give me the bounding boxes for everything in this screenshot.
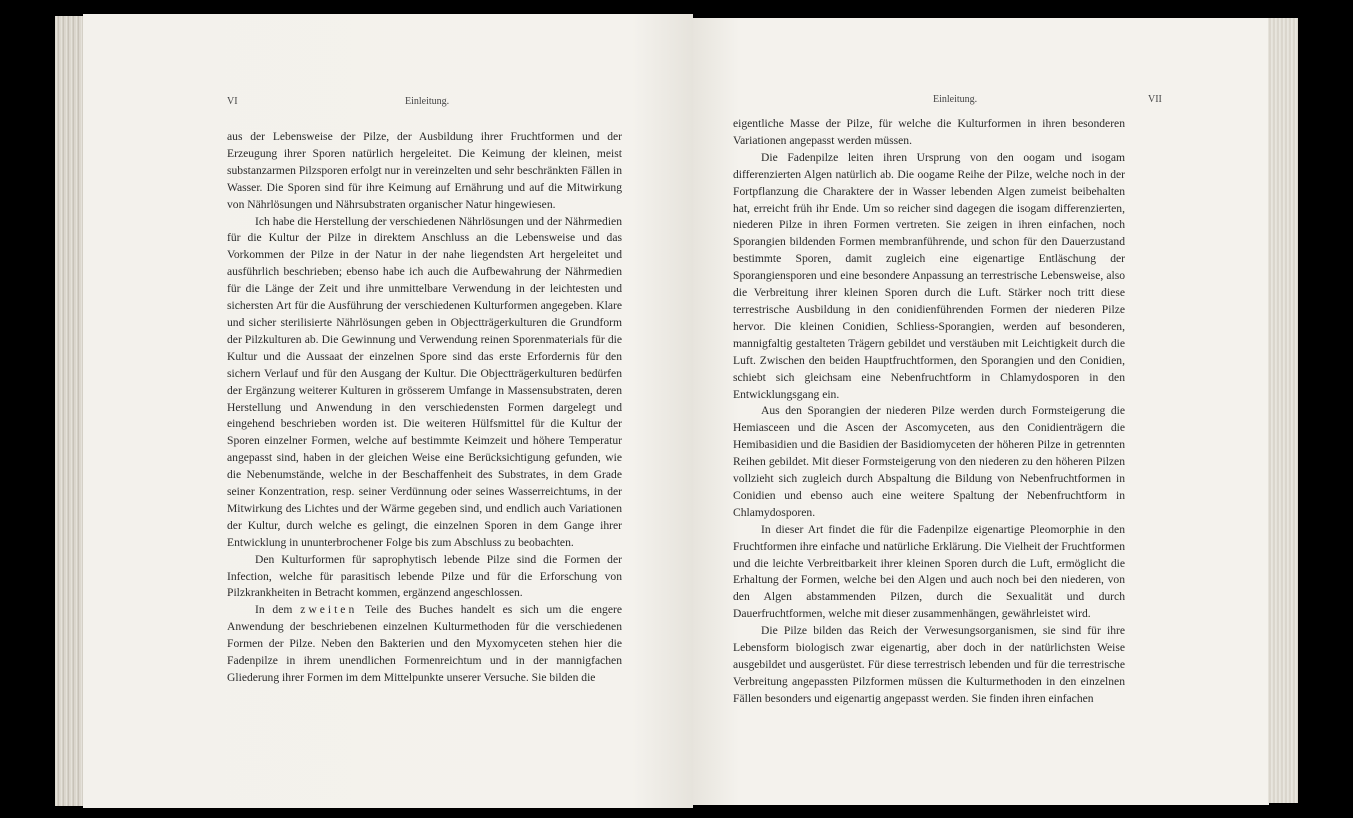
left-page-body xyxy=(227,129,622,687)
paragraph: aus der Lebensweise der Pilze, der Ausbildung ihrer Fruchtformen und der Erzeugung ihrer Sporen natürlich hergeleitet. Die Keimung der kleinen, meist substanzarmen Pilzsporen erfolgt nur in vereinzelten und sehr beschränkten Fällen in Wasser. Die Sporen sind für ihre Keimung auf Ernährung und auf die Mitwirkung von Nährlösungen und Nährsubstraten organischer Natur hingewiesen. xyxy=(227,130,622,211)
right-page-edges xyxy=(1268,18,1298,803)
paragraph: eigentliche Masse der Pilze, für welche die Kulturformen in ihren besonderen Variationen angepasst werden müssen. xyxy=(733,117,1125,147)
page-number: VII xyxy=(1148,94,1162,105)
left-page xyxy=(83,14,693,808)
right-page-body xyxy=(733,116,1125,708)
paragraph: Die Pilze bilden das Reich der Verwesungsorganismen, sie sind für ihre Lebensform biologisch zwar eigenartig, aber doch in der natürlichsten Weise ausgebildet und ausgerüstet. Für diese terrestrisch lebenden und für die terrestrische Verbreitung angepassten Pilzformen müssen die Kulturmethoden in den einzelnen Fällen besonders und eigenartig angepasst werden. Sie finden ihren einfachen xyxy=(733,624,1125,705)
page-number: VI xyxy=(227,96,238,107)
paragraph: In dieser Art findet die für die Fadenpilze eigenartige Pleomorphie in den Fruchtformen ihre einfache und natürliche Erklärung. Die Vielheit der Fruchtformen und die leichte Verbreitbarkeit ihrer kleinen Sporen durch die Luft, ermöglicht die Erhaltung der Formen, welche bei den Algen und auch noch bei den niederen, von den Algen abstammenden Pilzen, durch die Sexualität und durch Dauerfruchtformen, welche mit dieser zusammenhängen, gewährleistet wird. xyxy=(733,522,1125,621)
paragraph: In dem zweiten Teile des Buches handelt es sich um die engere Anwendung der beschriebenen einzelnen Kulturmethoden für die verschiedenen Formen der Pilze. Neben den Bakterien und den Myxomyceten stehen hier die Fadenpilze in ihrem unendlichen Formenreichtum und in der mannigfachen Gliederung ihrer Formen im dem Mittelpunkte unserer Versuche. Sie bilden die xyxy=(227,603,622,684)
paragraph: Die Fadenpilze leiten ihren Ursprung von den oogam und isogam differenzierten Algen natürlich ab. Die oogame Reihe der Pilze, welche noch in der Fortpflanzung die Charaktere der in Wasser lebenden Algen zumeist beibehalten hat, erreicht früh ihr Ende. Um so reicher sind dagegen die isogam differenzierten, niederen Pilze in ihren Formen vertreten. Sie zeigen in ihren einfachen, noch Sporangien bildenden Formen membranführende, und schon für den Dauerzustand bestimmte Sporen, damit zugleich eine eigenartige Entläschung der Sporangiensporen und eine besondere Anpassung an terrestrische Lebensweise, also die Verbreitung ihrer kleinen Sporen durch die Luft. Stärker noch tritt diese terrestrische Ausbildung in den conidienführenden Formen der niederen Pilze hervor. Die kleinen Conidien, Schliess-Sporangien, werden auf besonderen, mannigfaltig gestalteten Trägern gebildet und verstäuben mit Leichtigkeit durch die Luft. Zwischen den beiden Hauptfruchtformen, den Sporangien und den Conidien, schiebt sich gleichsam eine Nebenfruchtform in Chlamydosporen in den Entwicklungsgang ein. xyxy=(733,150,1125,401)
left-page-edges xyxy=(55,16,83,806)
paragraph: Ich habe die Herstellung der verschiedenen Nährlösungen und der Nährmedien für die Kultur der Pilze in direktem Anschluss an die Lebensweise und das Vorkommen der Pilze in der Natur in der nahe liegendsten Art hergeleitet und ausführlich beschrieben; ebenso habe ich auch die Aufbewahrung der Nährmedien für die Länge der Zeit und ihre unmittelbare Verwendung in der leichtesten und sichersten Art für die Ausführung der verschiedenen Kulturformen angegeben. Klare und sicher sterilisierte Nährlösungen geben in Objectträgerkulturen die Grundform der Pilzkulturen ab. Die Gewinnung und Verwendung reinen Sporenmaterials für die Kultur und die Aussaat der einzelnen Spore sind das erste Erfordernis für den sichern Verlauf und für den Ausgang der Kultur. Die Objectträgerkulturen bedürfen der Ergänzung weiterer Kulturen in grösserem Umfange in Massensubstraten, deren Herstellung und Anwendung in den verschiedensten Formen dargelegt und eingehend beschrieben worden ist. Die weiteren Hülfsmittel für die Kultur der Sporen einzelner Formen, welche auf bestimmte Keimzeit und höhere Temperatur angepasst sind, haben in der gleichen Weise eine Berücksichtigung gefunden, wie die Nebenumstände, welche in der Beschaffenheit des Substrates, in dem Grade seiner Konzentration, resp. seiner Verdünnung oder seines Wasserreichtums, in der Mitwirkung des Lichtes und der Wärme gegeben sind, und endlich auch Variationen der Kultur, durch welche es gelingt, die einzelnen Sporen in dem Gange ihrer Entwicklung in ununterbrochener Folge bis zum Abschluss zu beobachten. xyxy=(227,214,622,549)
running-head: Einleitung. xyxy=(405,96,450,107)
right-page xyxy=(693,18,1269,805)
paragraph: Den Kulturformen für saprophytisch lebende Pilze sind die Formen der Infection, welche für parasitisch lebende Pilze und für die Erforschung von Pilzkrankheiten in Betracht kommen, ergänzend angeschlossen. xyxy=(227,552,622,600)
paragraph: Aus den Sporangien der niederen Pilze werden durch Formsteigerung die Hemiasceen und die Ascen der Ascomyceten, aus den Conidienträgern die Hemibasidien und die Basidien der Basidiomyceten der höheren Pilze in getrennten Reihen gebildet. Mit dieser Formsteigerung von den niederen zu den höheren Pilzen vollzieht sich zugleich durch Abspaltung die Bildung von Nebenfruchtformen in Conidien und ebenso auch eine weitere Spaltung der Nebenfruchtform in Chlamydosporen. xyxy=(733,404,1125,519)
running-head: Einleitung. xyxy=(933,94,978,105)
emphasized-word: zweiten xyxy=(300,603,358,617)
